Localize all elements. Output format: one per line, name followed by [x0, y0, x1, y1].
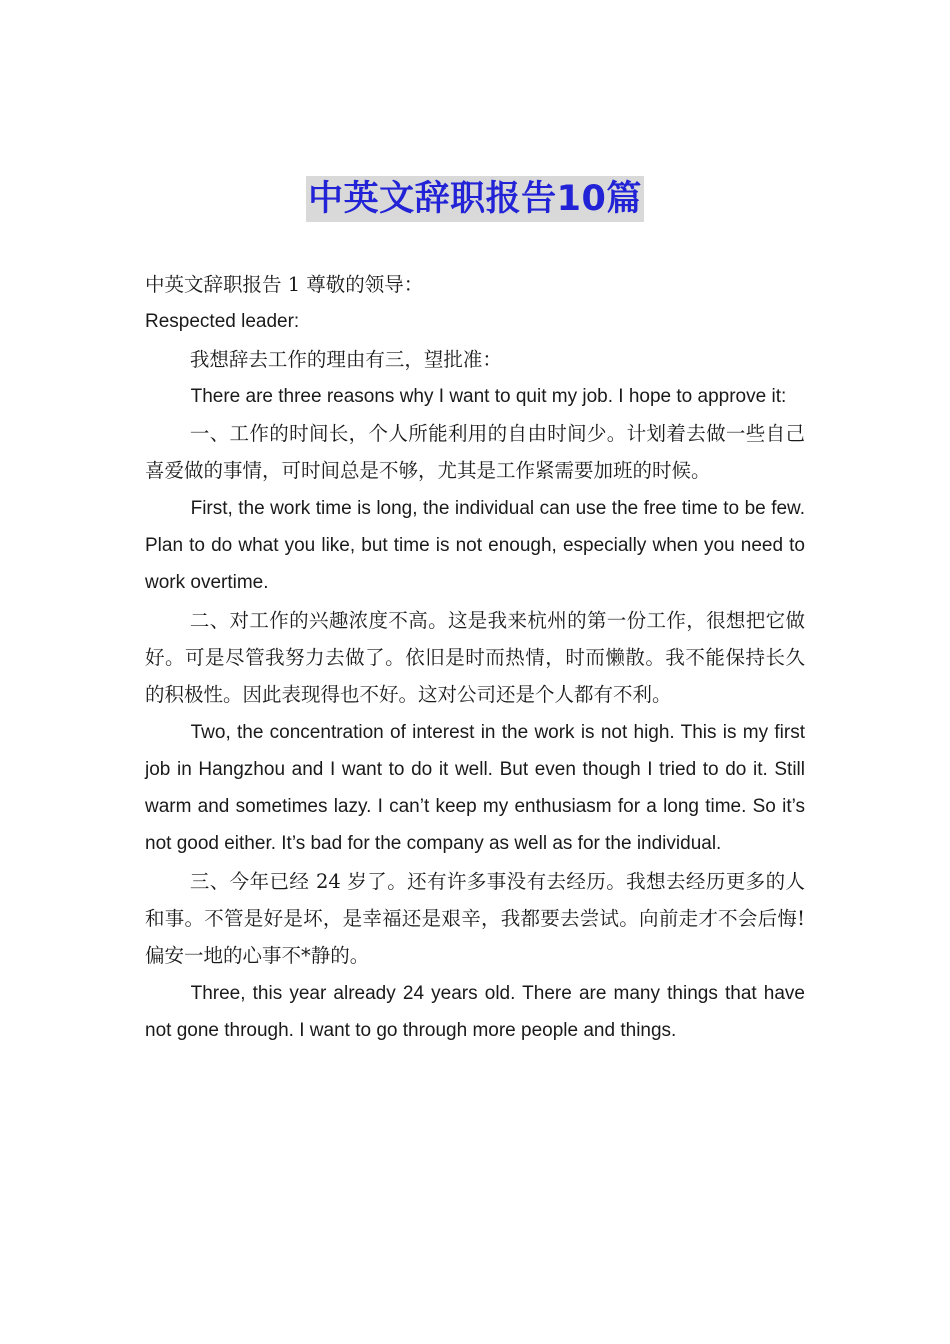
document-title: 中英文辞职报告10篇	[306, 176, 644, 222]
paragraph-salutation-zh: 中英文辞职报告 1 尊敬的领导：	[145, 273, 424, 296]
paragraph-reason-one-zh: 一、工作的时间长，个人所能利用的自由时间少。计划着去做一些自己喜爱做的事情，可时间总是不够，尤其是工作紧需要加班的时候。	[145, 422, 805, 483]
paragraph-reason-three-zh: 三、今年已经 24 岁了。还有许多事没有去经历。我想去经历更多的人和事。不管是好是坏，是幸福还是艰辛，我都要去尝试。向前走才不会后悔!偏安一地的心事不*静的。	[145, 869, 805, 968]
paragraph-reasons-intro-en: There are three reasons why I want to quit my job. I hope to approve it:	[190, 385, 787, 407]
title-container	[0, 176, 950, 222]
paragraph-salutation-en: Respected leader:	[145, 311, 300, 333]
paragraph-reason-one-en: First, the work time is long, the individual can use the free time to be few. Plan to do what you like, but time is not enough, especially when you need to work overtime.	[145, 497, 805, 594]
paragraph-reason-three-en: Three, this year already 24 years old. There are many things that have not gone through. I want to go through more people and things.	[145, 982, 805, 1041]
paragraph-reason-two-zh: 二、对工作的兴趣浓度不高。这是我来杭州的第一份工作，很想把它做好。可是尽管我努力去做了。依旧是时而热情，时而懒散。我不能保持长久的积极性。因此表现得也不好。这对公司还是个人都有不利。	[145, 608, 805, 707]
paragraph-reasons-intro-zh: 我想辞去工作的理由有三，望批准：	[189, 347, 502, 371]
document-body	[145, 266, 805, 1049]
paragraph-reason-two-en: Two, the concentration of interest in the work is not high. This is my first job in Hangzhou and I want to do it well. But even though I tried to do it. Still warm and sometimes lazy. I can’t keep my enthusiasm for a long time. So it’s not good either. It’s bad for the company as well as for the individual.	[145, 721, 805, 855]
